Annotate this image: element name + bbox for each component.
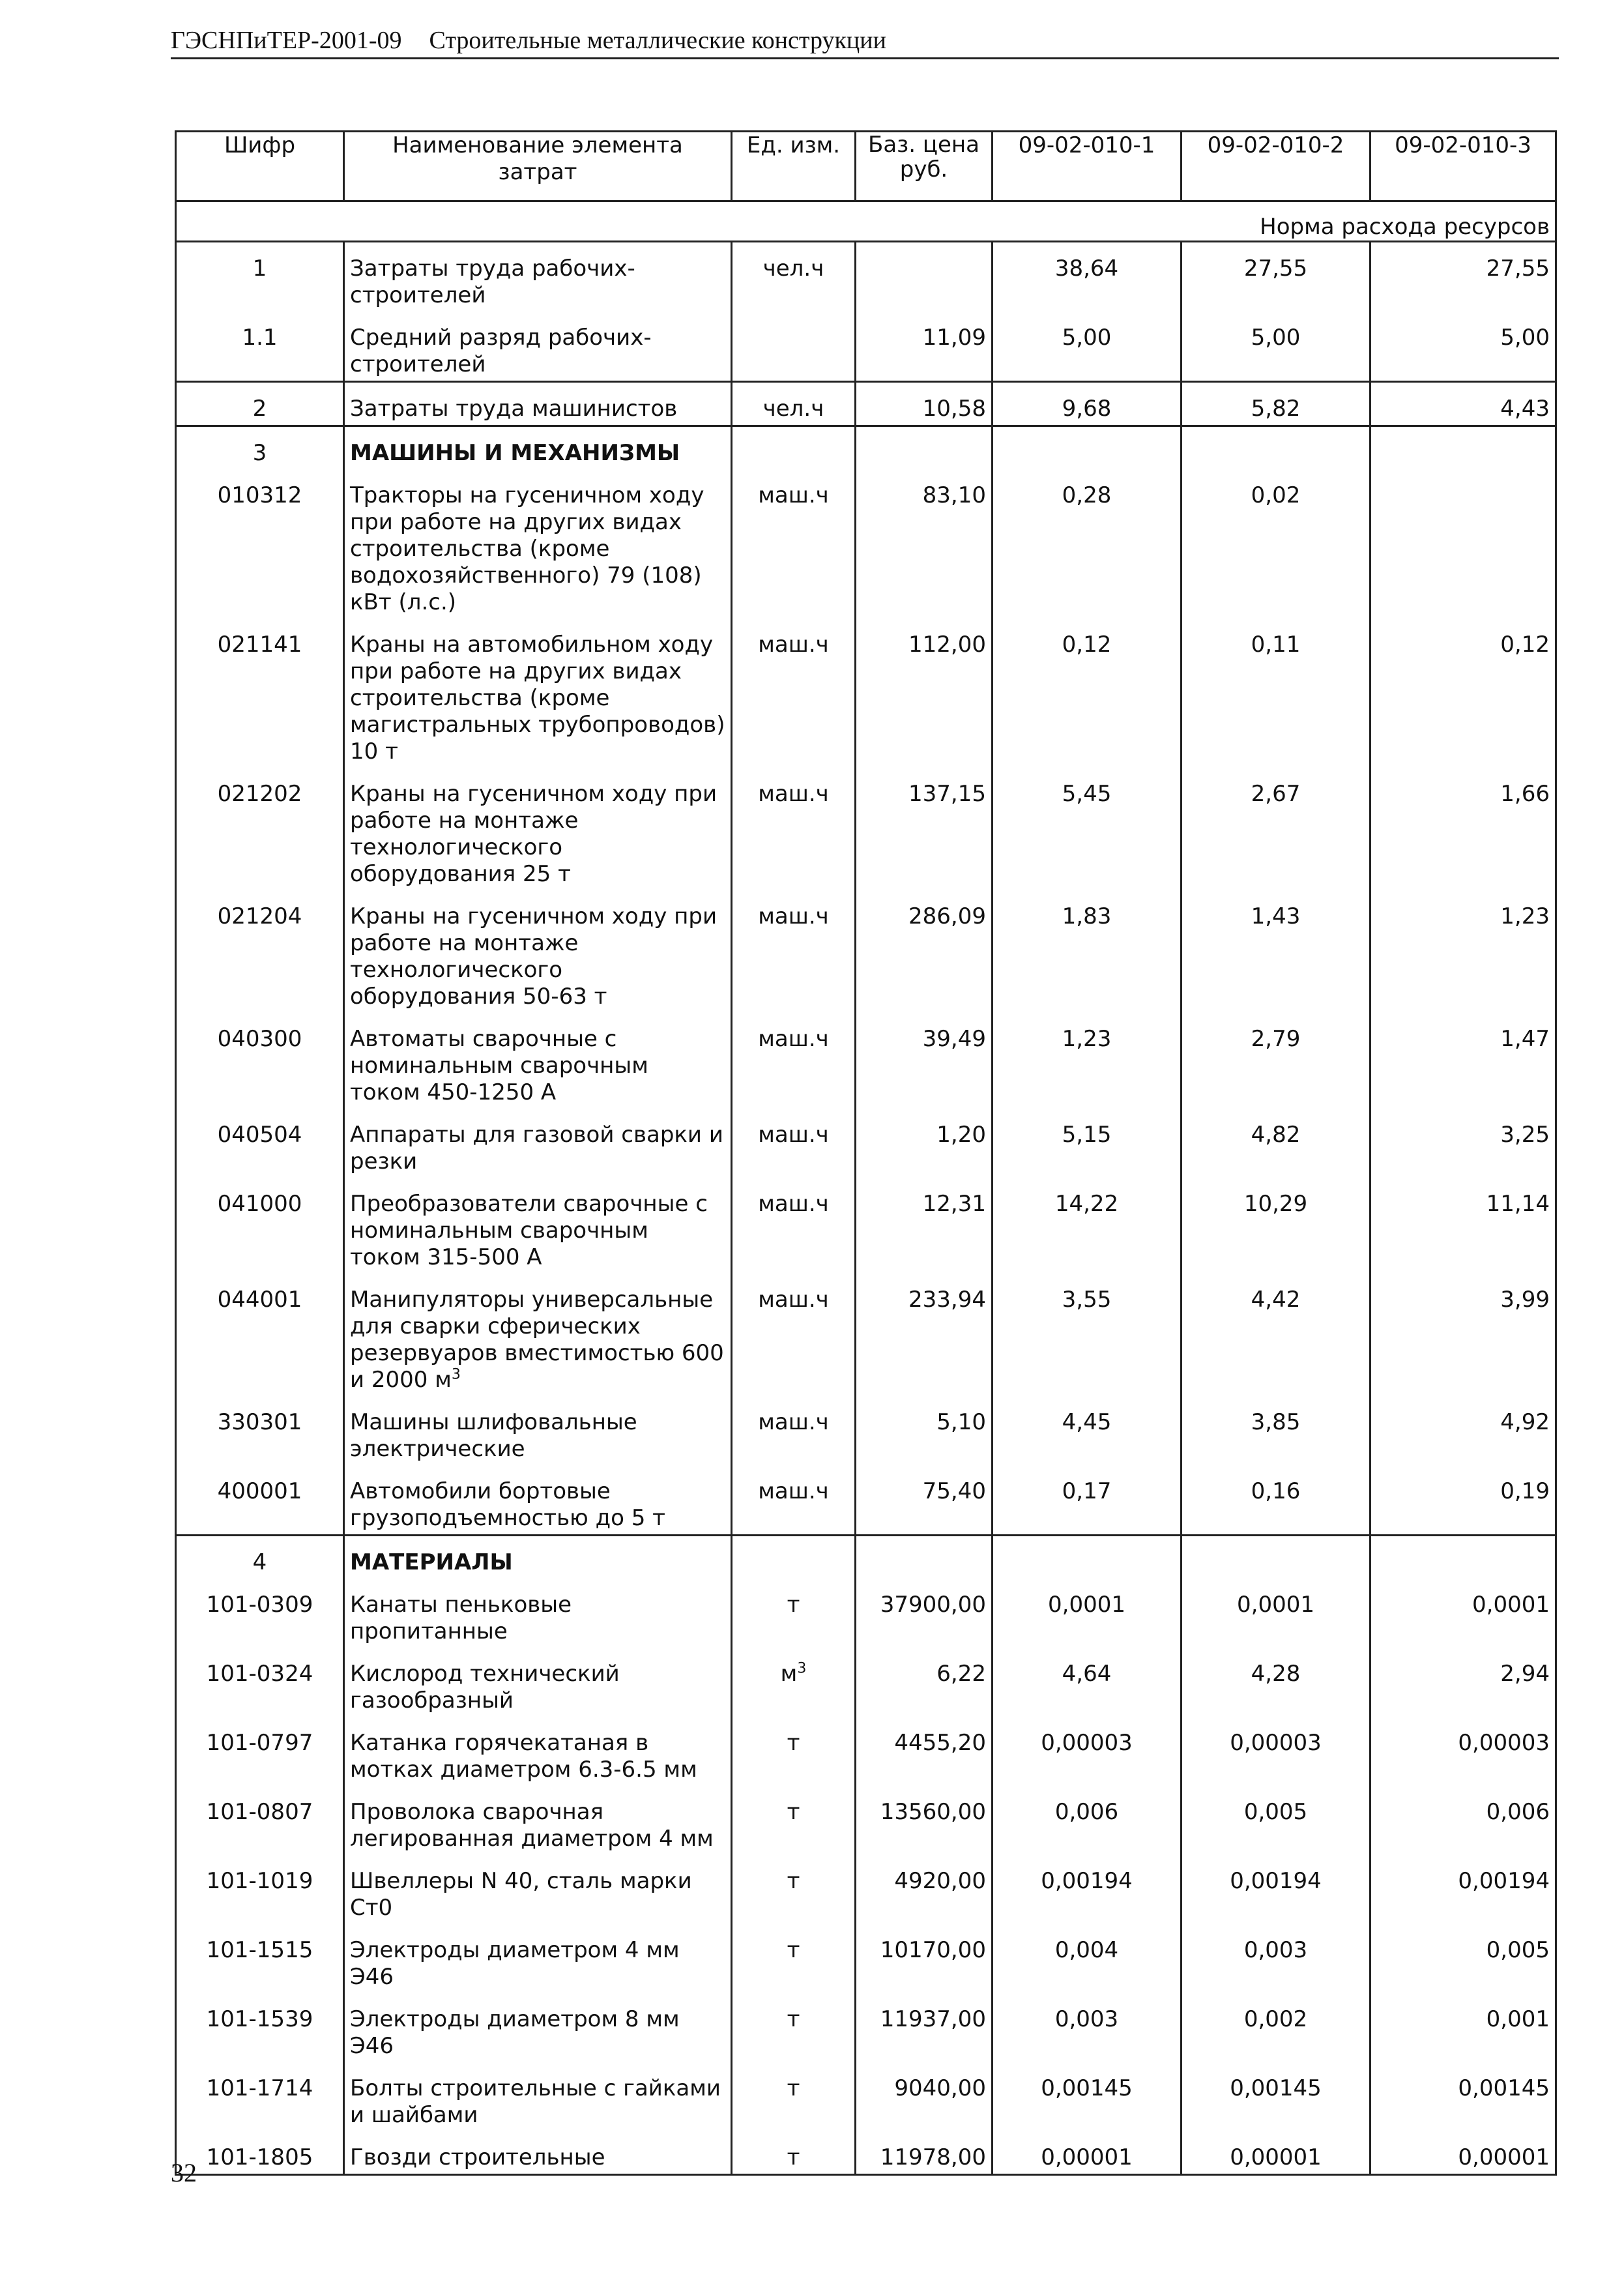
- row-code: 101-0797: [176, 1717, 344, 1786]
- row-code: 1: [176, 242, 344, 312]
- row-price: 37900,00: [856, 1579, 993, 1648]
- row-norm-2: 0,11: [1182, 619, 1370, 768]
- empty-cell: [993, 426, 1182, 470]
- row-norm-1: 0,00001: [993, 2131, 1182, 2175]
- row-norm-3: 2,94: [1370, 1648, 1556, 1717]
- row-name: [344, 1178, 732, 1274]
- table-row: [176, 1178, 1556, 1274]
- doc-title: Строительные металлические конструкции: [429, 27, 886, 54]
- row-norm-3: 3,99: [1370, 1274, 1556, 1396]
- empty-cell: [1182, 426, 1370, 470]
- row-norm-2: 0,16: [1182, 1465, 1370, 1536]
- row-norm-1: 0,003: [993, 1993, 1182, 2062]
- row-code: 041000: [176, 1178, 344, 1274]
- row-norm-1: 0,00003: [993, 1717, 1182, 1786]
- row-unit-text: т: [787, 1592, 800, 1618]
- row-price: 11,09: [856, 312, 993, 382]
- row-name: [344, 1648, 732, 1717]
- row-unit: [732, 2131, 856, 2175]
- row-name: [344, 619, 732, 768]
- row-name-text: Аппараты для газовой сварки и резки: [350, 1122, 723, 1175]
- row-name: [344, 1013, 732, 1109]
- table-row: [176, 469, 1556, 619]
- superscript: 3: [797, 1660, 807, 1677]
- table-row: [176, 1993, 1556, 2062]
- row-name-text: Электроды диаметром 8 мм Э46: [350, 2006, 680, 2059]
- col-header-price: Баз. цена руб.: [856, 132, 993, 201]
- table-header-row: [176, 132, 1556, 201]
- row-code: 3: [176, 426, 344, 470]
- row-norm-3: 0,12: [1370, 619, 1556, 768]
- row-price: 13560,00: [856, 1786, 993, 1855]
- row-unit-text: т: [787, 2006, 800, 2032]
- row-norm-2: 5,82: [1182, 382, 1370, 426]
- row-unit-text: маш.ч: [758, 1478, 829, 1504]
- row-norm-1: 0,00145: [993, 2062, 1182, 2131]
- col-header-norm-3: 09-02-010-3: [1370, 132, 1556, 201]
- row-norm-1: 0,006: [993, 1786, 1182, 1855]
- norm-label: Норма расхода ресурсов: [176, 201, 1556, 242]
- row-unit-text: маш.ч: [758, 632, 829, 658]
- table-row: [176, 890, 1556, 1013]
- row-code: 044001: [176, 1274, 344, 1396]
- row-code: 330301: [176, 1396, 344, 1465]
- row-price: 286,09: [856, 890, 993, 1013]
- row-unit: [732, 890, 856, 1013]
- row-norm-2: 0,00194: [1182, 1855, 1370, 1924]
- row-code: 101-0807: [176, 1786, 344, 1855]
- row-unit: [732, 619, 856, 768]
- col-header-norm-2: 09-02-010-2: [1182, 132, 1370, 201]
- table-row: [176, 1536, 1556, 1579]
- row-norm-2: 0,002: [1182, 1993, 1370, 2062]
- row-norm-2: 5,00: [1182, 312, 1370, 382]
- row-price: 11937,00: [856, 1993, 993, 2062]
- row-unit-text: м: [780, 1661, 798, 1687]
- table-row: [176, 2062, 1556, 2131]
- page-header: [171, 26, 1559, 59]
- row-norm-3: 0,00001: [1370, 2131, 1556, 2175]
- row-norm-2: 2,79: [1182, 1013, 1370, 1109]
- row-norm-2: 4,82: [1182, 1109, 1370, 1178]
- row-name-text: Краны на гусеничном ходу при работе на монтаже технологического оборудования 25 т: [350, 781, 718, 887]
- col-header-name: Наименование элемента затрат: [344, 132, 732, 201]
- row-unit: [732, 469, 856, 619]
- row-name: [344, 1993, 732, 2062]
- row-norm-3: [1370, 469, 1556, 619]
- row-norm-3: 0,19: [1370, 1465, 1556, 1536]
- row-code: 101-0309: [176, 1579, 344, 1648]
- row-name: [344, 1465, 732, 1536]
- row-price: 83,10: [856, 469, 993, 619]
- row-norm-3: 0,00194: [1370, 1855, 1556, 1924]
- row-unit: [732, 382, 856, 426]
- row-name: [344, 2062, 732, 2131]
- row-unit: [732, 2062, 856, 2131]
- row-unit-text: т: [787, 1868, 800, 1894]
- row-price: 4920,00: [856, 1855, 993, 1924]
- row-unit-text: т: [787, 1799, 800, 1825]
- row-norm-2: 0,0001: [1182, 1579, 1370, 1648]
- row-price: 11978,00: [856, 2131, 993, 2175]
- row-name-text: Затраты труда рабочих-строителей: [350, 255, 635, 308]
- row-norm-3: 0,00145: [1370, 2062, 1556, 2131]
- row-unit: [732, 1109, 856, 1178]
- row-name: [344, 1274, 732, 1396]
- row-unit: [732, 1465, 856, 1536]
- row-unit-text: маш.ч: [758, 781, 829, 807]
- row-price: 9040,00: [856, 2062, 993, 2131]
- row-unit: [732, 1648, 856, 1717]
- row-price: 12,31: [856, 1178, 993, 1274]
- row-unit-text: маш.ч: [758, 1122, 829, 1148]
- row-norm-2: 0,00003: [1182, 1717, 1370, 1786]
- row-unit-text: т: [787, 1937, 800, 1963]
- page-number: 32: [171, 2158, 197, 2187]
- row-norm-1: 0,28: [993, 469, 1182, 619]
- row-name: [344, 1786, 732, 1855]
- col-header-unit: Ед. изм.: [732, 132, 856, 201]
- row-norm-2: 0,00001: [1182, 2131, 1370, 2175]
- row-name-text: Затраты труда машинистов: [350, 396, 678, 422]
- row-unit-text: чел.ч: [762, 255, 824, 282]
- empty-cell: [1182, 1536, 1370, 1579]
- row-name: [344, 1855, 732, 1924]
- row-name-text: Канаты пеньковые пропитанные: [350, 1592, 572, 1644]
- row-norm-2: 0,003: [1182, 1924, 1370, 1993]
- row-name-text: Автомобили бортовые грузоподъемностью до 5 т: [350, 1478, 665, 1531]
- row-norm-2: 1,43: [1182, 890, 1370, 1013]
- row-unit-text: маш.ч: [758, 482, 829, 508]
- row-norm-1: 0,0001: [993, 1579, 1182, 1648]
- row-price: 233,94: [856, 1274, 993, 1396]
- row-norm-2: 2,67: [1182, 768, 1370, 890]
- row-name-text: Кислород технический газообразный: [350, 1661, 620, 1714]
- row-norm-1: 5,45: [993, 768, 1182, 890]
- row-norm-3: 0,00003: [1370, 1717, 1556, 1786]
- row-code: 4: [176, 1536, 344, 1579]
- row-norm-1: 0,12: [993, 619, 1182, 768]
- row-name: [344, 1717, 732, 1786]
- row-name: [344, 890, 732, 1013]
- table-row: [176, 768, 1556, 890]
- row-norm-2: 0,00145: [1182, 2062, 1370, 2131]
- empty-cell: [1370, 1536, 1556, 1579]
- row-price: 39,49: [856, 1013, 993, 1109]
- empty-cell: [1370, 426, 1556, 470]
- row-name: [344, 1579, 732, 1648]
- row-code: 021202: [176, 768, 344, 890]
- row-unit: [732, 1786, 856, 1855]
- row-price: 10,58: [856, 382, 993, 426]
- row-name-text: МАШИНЫ И МЕХАНИЗМЫ: [350, 440, 680, 466]
- row-unit: [732, 1993, 856, 2062]
- empty-cell: [732, 1536, 856, 1579]
- table-row: [176, 1013, 1556, 1109]
- row-norm-1: 5,15: [993, 1109, 1182, 1178]
- row-norm-1: 1,83: [993, 890, 1182, 1013]
- row-unit: [732, 768, 856, 890]
- row-norm-3: 4,92: [1370, 1396, 1556, 1465]
- row-name-text: МАТЕРИАЛЫ: [350, 1549, 513, 1575]
- row-norm-1: 0,004: [993, 1924, 1182, 1993]
- row-unit-text: чел.ч: [762, 396, 824, 422]
- table-row: [176, 1396, 1556, 1465]
- row-name-text: Катанка горячекатаная в мотках диаметром 6.3-6.5 мм: [350, 1730, 697, 1783]
- row-code: 101-1515: [176, 1924, 344, 1993]
- row-norm-1: 4,45: [993, 1396, 1182, 1465]
- row-norm-3: 5,00: [1370, 312, 1556, 382]
- row-unit: [732, 1396, 856, 1465]
- col-header-code: Шифр: [176, 132, 344, 201]
- row-unit-text: т: [787, 2144, 800, 2170]
- row-unit-text: маш.ч: [758, 1191, 829, 1217]
- row-norm-2: 0,005: [1182, 1786, 1370, 1855]
- resource-norms-table: [175, 130, 1557, 2176]
- row-norm-3: 0,0001: [1370, 1579, 1556, 1648]
- row-unit-text: маш.ч: [758, 1287, 829, 1313]
- table-row: [176, 2131, 1556, 2175]
- row-name: [344, 242, 732, 312]
- row-code: 1.1: [176, 312, 344, 382]
- row-name: [344, 1536, 732, 1579]
- table-row: [176, 1786, 1556, 1855]
- row-norm-1: 9,68: [993, 382, 1182, 426]
- row-price: 6,22: [856, 1648, 993, 1717]
- row-norm-1: 5,00: [993, 312, 1182, 382]
- row-price: 75,40: [856, 1465, 993, 1536]
- row-norm-2: 0,02: [1182, 469, 1370, 619]
- row-code: 101-0324: [176, 1648, 344, 1717]
- row-name-text: Автоматы сварочные с номинальным сварочным током 450-1250 А: [350, 1026, 648, 1105]
- row-price: 1,20: [856, 1109, 993, 1178]
- table-row: [176, 1855, 1556, 1924]
- row-name-text: Проволока сварочная легированная диаметром 4 мм: [350, 1799, 714, 1852]
- row-price: 112,00: [856, 619, 993, 768]
- row-code: 101-1019: [176, 1855, 344, 1924]
- col-header-norm-1: 09-02-010-1: [993, 132, 1182, 201]
- superscript: 3: [451, 1366, 461, 1383]
- row-unit: [732, 1855, 856, 1924]
- row-norm-2: 27,55: [1182, 242, 1370, 312]
- table-row: [176, 1717, 1556, 1786]
- row-unit-text: т: [787, 2075, 800, 2101]
- row-name: [344, 469, 732, 619]
- row-norm-3: 1,23: [1370, 890, 1556, 1013]
- doc-code: ГЭСНПиТЕР-2001-09: [171, 27, 402, 54]
- row-name-text: Электроды диаметром 4 мм Э46: [350, 1937, 680, 1990]
- row-norm-3: 0,006: [1370, 1786, 1556, 1855]
- row-name: [344, 2131, 732, 2175]
- row-name-text: Краны на гусеничном ходу при работе на монтаже технологического оборудования 50-63 т: [350, 903, 718, 1010]
- row-norm-1: 0,00194: [993, 1855, 1182, 1924]
- row-name: [344, 1109, 732, 1178]
- empty-cell: [732, 426, 856, 470]
- row-price: 137,15: [856, 768, 993, 890]
- row-unit-text: маш.ч: [758, 903, 829, 929]
- row-unit-text: маш.ч: [758, 1409, 829, 1435]
- row-norm-3: 27,55: [1370, 242, 1556, 312]
- row-norm-2: 3,85: [1182, 1396, 1370, 1465]
- row-unit: [732, 1178, 856, 1274]
- row-name: [344, 768, 732, 890]
- row-norm-3: 1,66: [1370, 768, 1556, 890]
- row-name-text: Преобразователи сварочные с номинальным сварочным током 315-500 А: [350, 1191, 708, 1270]
- table-row: [176, 1924, 1556, 1993]
- row-name: [344, 312, 732, 382]
- row-name-text: Манипуляторы универсальные для сварки сферических резервуаров вместимостью 600 и 2000 м: [350, 1287, 724, 1393]
- row-norm-3: 3,25: [1370, 1109, 1556, 1178]
- row-norm-1: 4,64: [993, 1648, 1182, 1717]
- row-price: [856, 242, 993, 312]
- row-name-text: Швеллеры N 40, сталь марки Ст0: [350, 1868, 692, 1921]
- table-row: [176, 426, 1556, 470]
- row-name-text: Болты строительные с гайками и шайбами: [350, 2075, 721, 2128]
- row-name: [344, 1396, 732, 1465]
- row-name-text: Гвозди строительные: [350, 2144, 605, 2170]
- row-norm-2: 4,42: [1182, 1274, 1370, 1396]
- row-unit: [732, 1717, 856, 1786]
- row-norm-3: 0,001: [1370, 1993, 1556, 2062]
- row-norm-3: 4,43: [1370, 382, 1556, 426]
- row-code: 101-1539: [176, 1993, 344, 2062]
- empty-cell: [856, 1536, 993, 1579]
- row-code: 040504: [176, 1109, 344, 1178]
- table-row: [176, 312, 1556, 382]
- row-price: 10170,00: [856, 1924, 993, 1993]
- row-unit-text: т: [787, 1730, 800, 1756]
- row-code: 101-1714: [176, 2062, 344, 2131]
- row-unit: [732, 1013, 856, 1109]
- row-name-text: Машины шлифовальные электрические: [350, 1409, 637, 1462]
- row-unit: [732, 1274, 856, 1396]
- row-name: [344, 382, 732, 426]
- row-norm-1: 3,55: [993, 1274, 1182, 1396]
- row-norm-3: 0,005: [1370, 1924, 1556, 1993]
- row-norm-1: 0,17: [993, 1465, 1182, 1536]
- row-norm-2: 10,29: [1182, 1178, 1370, 1274]
- table-row: [176, 1648, 1556, 1717]
- row-name: [344, 1924, 732, 1993]
- row-code: 021204: [176, 890, 344, 1013]
- norm-label-row: [176, 201, 1556, 242]
- row-name-text: Краны на автомобильном ходу при работе на других видах строительства (кроме магистральных трубопроводов) 10 т: [350, 632, 725, 765]
- row-norm-3: 11,14: [1370, 1178, 1556, 1274]
- table-row: [176, 619, 1556, 768]
- row-price: 4455,20: [856, 1717, 993, 1786]
- row-unit: [732, 1924, 856, 1993]
- row-code: 2: [176, 382, 344, 426]
- row-code: 101-1805: [176, 2131, 344, 2175]
- table-row: [176, 242, 1556, 312]
- row-name-text: Средний разряд рабочих-строителей: [350, 325, 652, 377]
- row-unit: [732, 1579, 856, 1648]
- row-code: 400001: [176, 1465, 344, 1536]
- row-price: 5,10: [856, 1396, 993, 1465]
- empty-cell: [993, 1536, 1182, 1579]
- row-unit: [732, 242, 856, 312]
- row-code: 040300: [176, 1013, 344, 1109]
- table-row: [176, 1109, 1556, 1178]
- row-unit-text: маш.ч: [758, 1026, 829, 1052]
- row-norm-2: 4,28: [1182, 1648, 1370, 1717]
- table-row: [176, 1465, 1556, 1536]
- row-unit: [732, 312, 856, 382]
- row-code: 010312: [176, 469, 344, 619]
- table-row: [176, 1274, 1556, 1396]
- empty-cell: [856, 426, 993, 470]
- row-norm-1: 38,64: [993, 242, 1182, 312]
- table-row: [176, 382, 1556, 426]
- row-norm-1: 1,23: [993, 1013, 1182, 1109]
- row-name-text: Тракторы на гусеничном ходу при работе на других видах строительства (кроме водохозяйственного) 79 (108) кВт (л.с.): [350, 482, 704, 615]
- row-code: 021141: [176, 619, 344, 768]
- table-row: [176, 1579, 1556, 1648]
- row-norm-1: 14,22: [993, 1178, 1182, 1274]
- row-norm-3: 1,47: [1370, 1013, 1556, 1109]
- row-name: [344, 426, 732, 470]
